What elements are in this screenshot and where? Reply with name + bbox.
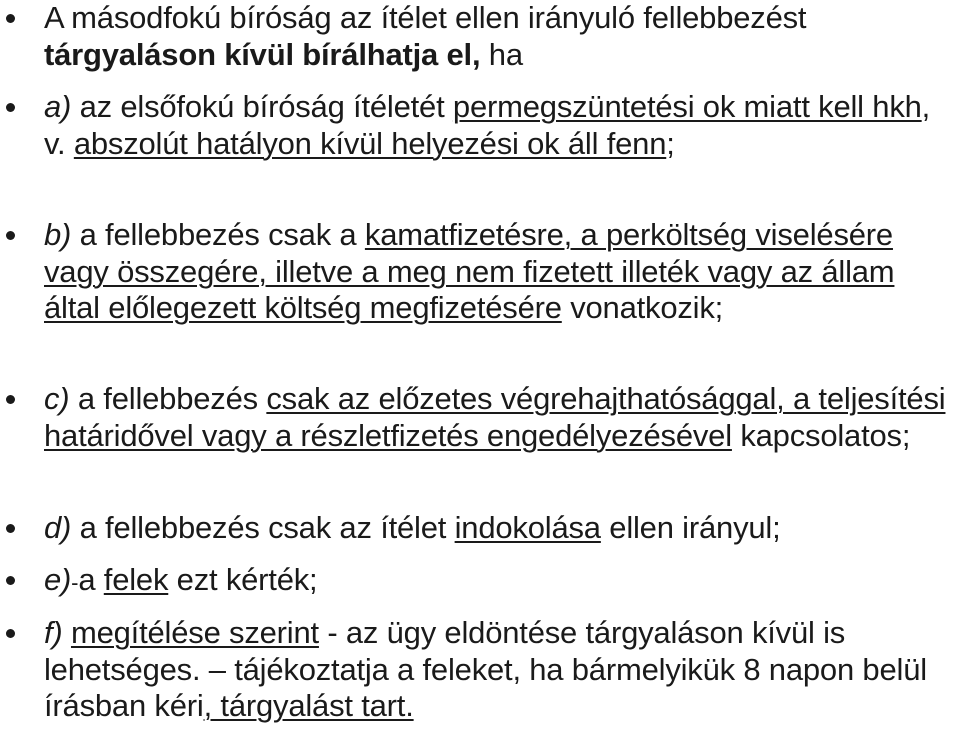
item-label: a)	[44, 89, 72, 124]
bullet-text	[44, 510, 956, 547]
text-segment: kapcsolatos;	[731, 417, 911, 453]
text-segment: a	[78, 562, 104, 597]
text-segment: ellen irányul;	[600, 510, 781, 545]
bullet-dot-icon	[6, 231, 15, 240]
underlined-segment: , tárgyalást tart.	[203, 688, 414, 723]
text-segment: a fellebbezés csak a	[71, 217, 365, 252]
text-segment: a fellebbezés	[69, 381, 267, 416]
item-label: d)	[44, 510, 72, 545]
text-segment: A másodfokú bíróság az ítélet ellen irányuló fellebbezést	[44, 0, 807, 35]
bullet-dot-icon	[6, 395, 15, 404]
text-segment: ha	[480, 36, 523, 72]
bullet-text	[44, 89, 956, 162]
bullet-text	[44, 381, 956, 454]
underlined-segment: permegszüntetési ok miatt kell hkh	[452, 89, 922, 124]
underlined-segment: kamatfizetésre, a perköltség viselésére vagy összegére, illetve a meg nem fizetett illeték vagy az állam által előlegezett költség megfizetésére	[44, 217, 895, 325]
bullet-text	[44, 0, 956, 73]
bullet-text	[44, 217, 956, 327]
item-label: b)	[44, 217, 72, 252]
item-label: e)	[44, 562, 72, 597]
underlined-segment: abszolút hatályon kívül helyezési ok áll fenn	[73, 125, 667, 161]
bullet-dot-icon	[6, 629, 15, 638]
bullet-dot-icon	[6, 576, 15, 585]
underlined-segment: felek	[103, 562, 169, 597]
underlined-segment: csak az előzetes végrehajthatósággal, a teljesítési határidővel vagy a részletfizetés engedélyezésével	[44, 381, 946, 453]
text-segment: vonatkozik;	[561, 290, 724, 325]
bullet-text	[44, 615, 956, 725]
text-segment: az elsőfokú bíróság ítéletét	[71, 89, 453, 124]
underlined-segment: megítélése szerint	[70, 615, 319, 650]
item-label: c)	[44, 381, 70, 416]
text-segment: ezt kérték;	[168, 562, 318, 597]
text-segment: , v.	[44, 89, 931, 161]
item-label: f)	[44, 615, 63, 650]
deleted-mark: -	[71, 570, 79, 595]
bullet-dot-icon	[6, 103, 15, 112]
bullet-dot-icon	[6, 524, 15, 533]
bold-segment: tárgyaláson kívül bírálhatja el,	[44, 36, 481, 72]
underlined-segment: indokolása	[454, 510, 601, 545]
text-segment: ;	[666, 125, 675, 161]
text-segment	[63, 615, 71, 650]
bullet-dot-icon	[6, 14, 15, 23]
text-segment: - az ügy eldöntése tárgyaláson kívül is lehetséges. – tájékoztatja a feleket, ha bármelyikük 8 napon belül írásban kéri	[44, 615, 927, 723]
bullet-text	[44, 562, 956, 602]
text-segment: a fellebbezés csak az ítélet	[71, 510, 455, 545]
